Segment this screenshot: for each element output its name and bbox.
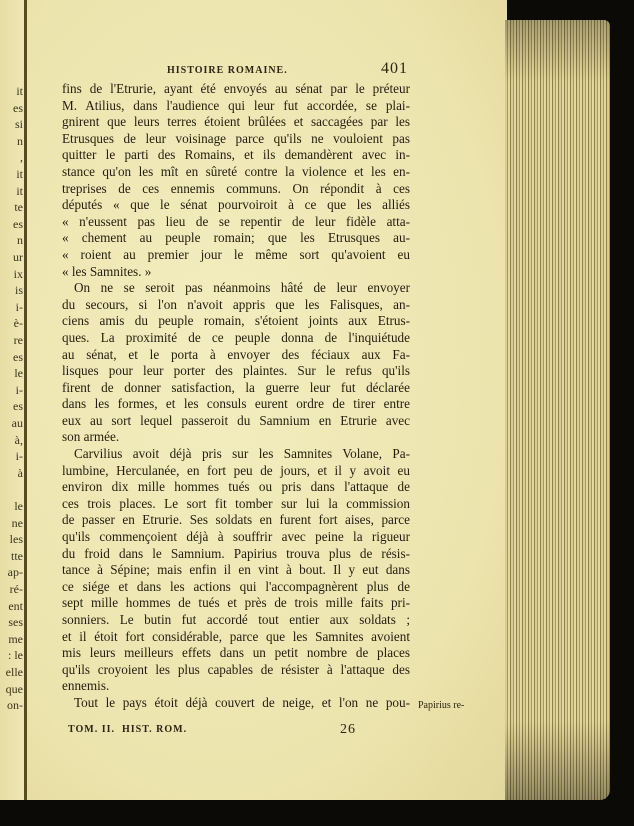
text-line: ciens amis du peuple romain, s'étoient joints aux Etrus- (62, 313, 410, 329)
text-line: dans les formes, et les consuls eurent ordre de tirer entre (62, 396, 410, 412)
facing-page-fragment: ses (8, 615, 23, 630)
text-line: du secours, si l'on n'avoit appris que les Falisques, an- (62, 296, 410, 312)
facing-page-fragment: es (13, 399, 23, 414)
text-line: treprises de ces ennemis communs. On répondit à ces (62, 180, 410, 196)
text-line: députés « que le sénat pourvoiroit à ce que les alliés (62, 197, 410, 213)
facing-page-fragment: n (17, 233, 23, 248)
facing-page-fragment: es (13, 349, 23, 364)
text-line: mis leurs meilleurs effets dans un petit nombre de places (62, 645, 410, 661)
text-line: On ne se seroit pas néanmoins hâté de leur envoyer (74, 280, 410, 296)
facing-page-fragment: ré- (9, 582, 23, 596)
facing-page-fragment: elle (5, 665, 23, 679)
facing-page-fragment: , (20, 150, 23, 165)
text-line: et il étoit fort considérable, parce que les Samnites avoient (62, 628, 410, 644)
facing-page-fragment: tte (11, 548, 23, 563)
facing-page-fragment: si (14, 117, 23, 132)
text-line: Tout le pays étoit déjà couvert de neige, et l'on ne pou- (74, 694, 410, 710)
facing-page-fragment: i- (15, 299, 23, 314)
facing-page-fragment: : le (8, 648, 23, 663)
text-line: firent de donner satisfaction, la guerre leur fut déclarée (62, 379, 410, 395)
text-line: « les Samnites. » (62, 263, 152, 279)
facing-page-fragment: it (16, 167, 23, 181)
facing-page-fragment: è- (13, 316, 23, 331)
text-line: qu'ils commençoient déjà à souffrir avec peine la rigueur (62, 529, 410, 545)
facing-page-fragment: i- (15, 449, 23, 464)
gathering-signature: 26 (340, 722, 356, 737)
text-line: « n'eussent pas lieu de se repentir de leur fidèle atta- (62, 213, 410, 229)
text-line: tance à Sépine; mais enfin il en vint à bout. Il y eut dans (62, 562, 410, 578)
text-line: ennemis. (62, 678, 110, 694)
facing-page-fragment: à, (14, 432, 23, 447)
text-line: sept mille hommes de tués et près de trois mille faits pri- (62, 595, 410, 611)
facing-page-fragment: le (14, 366, 23, 381)
text-line: au sénat, et le porta à envoyer des féciaux aux Fa- (62, 346, 410, 362)
page-footer (68, 724, 408, 735)
text-line: son armée. (62, 429, 120, 445)
running-header (62, 62, 408, 80)
text-line: Carvilius avoit déjà pris sur les Samnites Volane, Pa- (74, 446, 410, 462)
facing-page-fragment: es (13, 216, 23, 231)
facing-page-fragment: ur (13, 250, 23, 264)
text-line: qu'ils croyoient les plus capables de résister à l'attaque des (62, 661, 410, 677)
facing-page-fragment: es (13, 100, 23, 115)
text-line: gnirent que leurs terres étoient brûlées et saccagées par les (62, 114, 410, 130)
text-line: ce siége et dans les actions qui l'accompagnèrent plus de (62, 578, 410, 594)
text-line: « chement au peuple romain; que les Etrusques au- (62, 230, 410, 246)
page-stack-edges (505, 20, 610, 800)
facing-page-fragment: ent (8, 598, 23, 613)
text-line: M. Atilius, dans l'audience qui leur fut accordée, se plai- (62, 97, 410, 113)
facing-page-fragment: it (16, 183, 23, 198)
text-line: Etrusques de leur voisinage parce qu'ils ne vouloient pas (62, 130, 410, 146)
facing-page-fragment: n (17, 133, 23, 148)
facing-page-edge (0, 0, 26, 800)
running-title: HISTOIRE ROMAINE. (167, 65, 288, 76)
margin-note: Papirius re- (418, 700, 465, 711)
facing-page-fragment: à (17, 465, 23, 480)
volume-signature: TOM. II. HIST. ROM. (68, 724, 188, 735)
text-line: de passer en Etrurie. Ses soldats en furent fort aises, parce (62, 512, 410, 528)
facing-page-fragment: te (14, 200, 23, 215)
text-line: lisques pour leur porter des plaintes. Sur le refus qu'ils (62, 363, 410, 379)
facing-page-fragment: ne (11, 515, 23, 530)
text-line: eux au sort lequel passeroit du Samnium en Etrurie avec (62, 412, 410, 428)
text-line: stance qu'on les mît en sûreté contre la violence et les en- (62, 163, 410, 179)
facing-page-fragment: ix (13, 266, 23, 281)
text-line: du froid dans le Samnium. Papirius trouva plus de résis- (62, 545, 410, 561)
text-line: ces trois places. Le sort fit tomber sur lui la commission (62, 495, 410, 511)
facing-page-fragment: ap- (7, 565, 23, 580)
facing-page-fragment: les (9, 532, 23, 547)
text-line: lumbine, Herculanée, en fort peu de jours, et il y avoit eu (62, 462, 410, 478)
page-number: 401 (381, 60, 408, 77)
facing-page-fragment: i- (15, 382, 23, 397)
facing-page-fragment: re (13, 333, 23, 347)
page-body-text (62, 81, 410, 712)
facing-page-fragment: me (8, 631, 23, 646)
facing-page-fragment: au (11, 416, 23, 430)
text-line: « roient au premier jour le même sort qu'avoient eu (62, 246, 410, 262)
text-line: quitter le parti des Romains, et ils demandèrent avec in- (62, 147, 410, 163)
facing-page-fragment: is (14, 283, 23, 298)
facing-page-fragment: le (14, 499, 23, 513)
text-line: fins de l'Etrurie, ayant été envoyés au sénat par le préteur (62, 81, 410, 96)
text-line: sonniers. Le butin fut accordé tout entier aux soldats ; (62, 612, 410, 627)
facing-page-fragment: que (5, 681, 23, 696)
text-line: environ dix mille hommes tués ou pris dans l'attaque de (62, 479, 410, 495)
text-line: ques. La proximité de ce peuple donna de l'inquiétude (62, 329, 410, 345)
facing-page-fragment: it (16, 84, 23, 98)
facing-page-fragment: on- (7, 698, 23, 713)
